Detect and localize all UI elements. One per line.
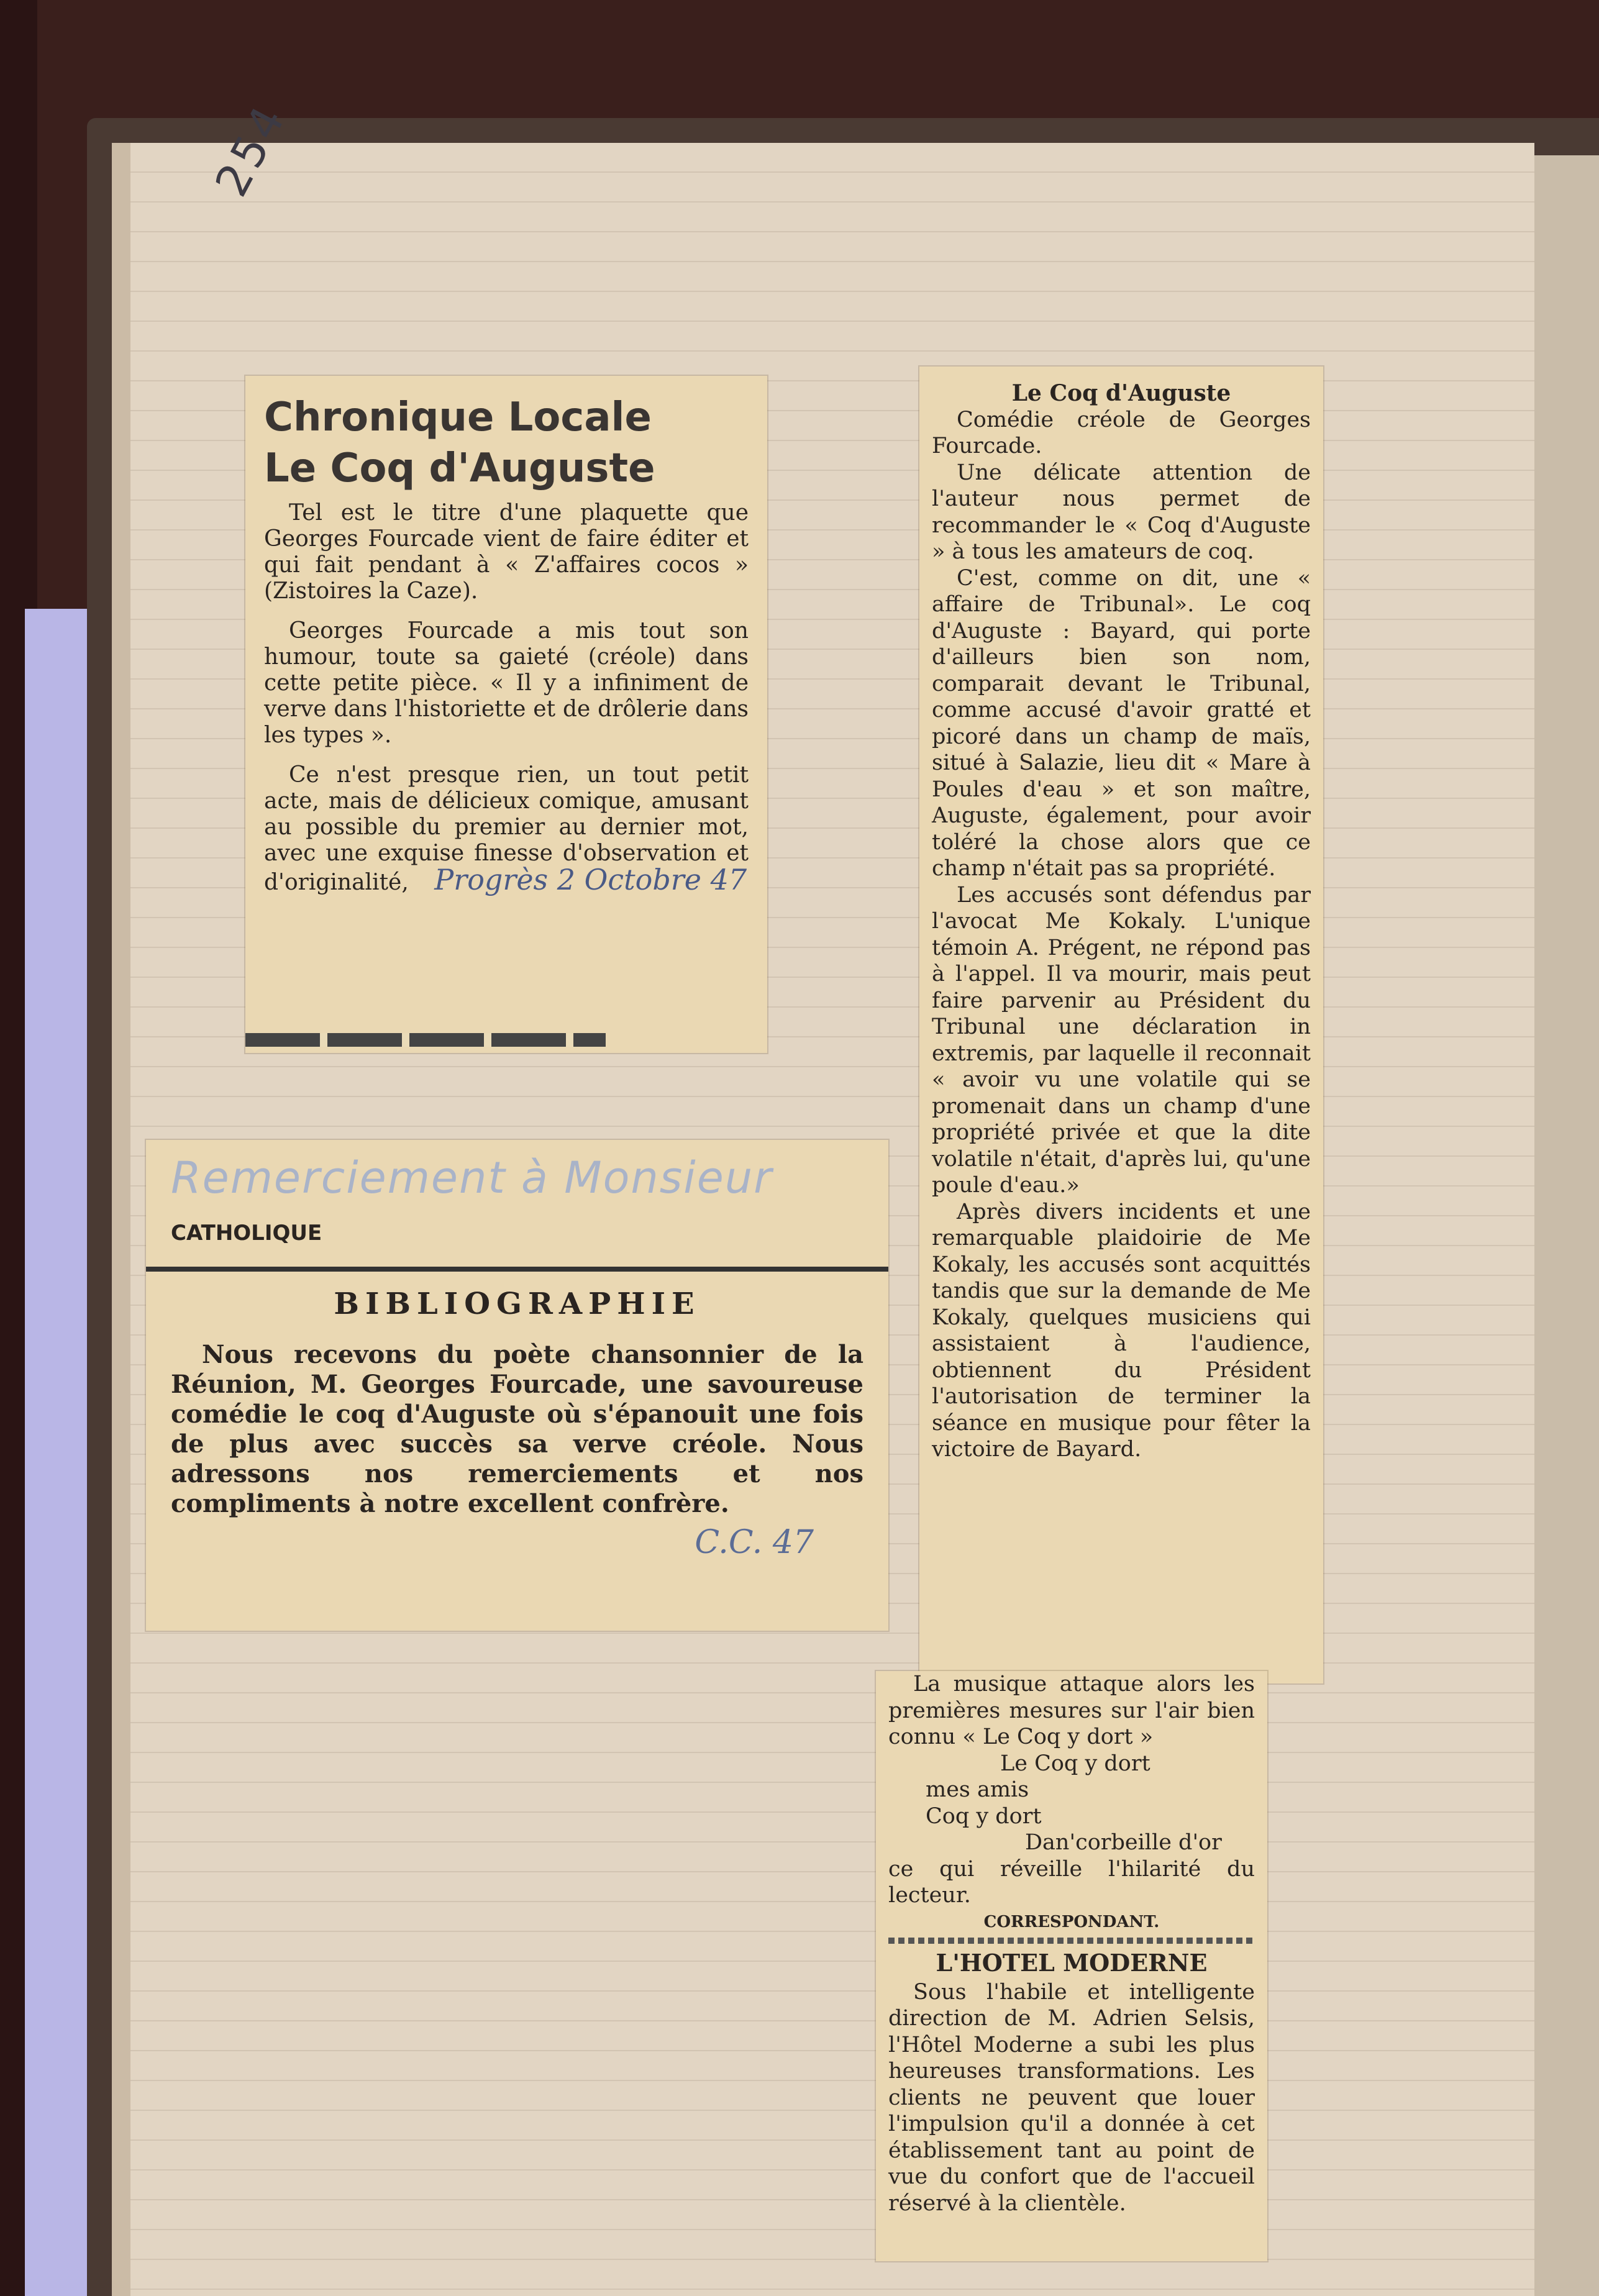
- article-title: Le Coq d'Auguste: [1011, 380, 1231, 406]
- decorative-rule: [888, 1938, 1255, 1944]
- clipping-le-coq-dauguste: [919, 367, 1323, 1683]
- handwritten-signature: C.C. 47: [695, 1524, 814, 1561]
- paragraph: C'est, comme on dit, une « affaire de Tribunal». Le coq d'Auguste : Bayard, qui porte d'ailleurs bien son nom, comparait devant le Tribunal, comme accusé d'avoir gratté et picoré dans un champ de maïs, situé à Salazie, lieu dit « Mare à Poules d'eau » et son maître, Auguste, également, pour avoir toléré la chose alors que ce champ n'était pas sa propriété.: [932, 565, 1311, 881]
- poem-line: Le Coq y dort: [1000, 1751, 1150, 1776]
- clipping-body: [264, 500, 749, 896]
- correspondent-label: CORRESPONDANT.: [983, 1912, 1160, 1931]
- paragraph-text: Ce n'est presque rien, un tout petit acte, mais de délicieux comique, amusant au possible du premier au dernier mot, avec une exquise finesse d'observation et d'originalité,: [264, 762, 749, 895]
- paragraph: Après divers incidents et une remarquable plaidoirie de Me Kokaly, les accusés sont acquittés tandis que sur la demande de Me Kokaly, quelques musiciens qui assistaient à l'audience, obtiennent du Président l'autorisation de terminer la séance en musique pour fêter la victoire de Bayard.: [932, 1199, 1311, 1462]
- hotel-heading: L'HOTEL MODERNE: [936, 1949, 1208, 1977]
- poem-line: mes amis: [926, 1777, 1029, 1802]
- article-subtitle: Comédie créole de Georges Fourcade.: [932, 407, 1311, 458]
- paragraph: [264, 762, 749, 896]
- poem-line: Dan'corbeille d'or: [1025, 1830, 1222, 1855]
- clipping-chronique-locale: [245, 376, 767, 1053]
- paragraph: Sous l'habile et intelligente direction de M. Adrien Selsis, l'Hôtel Moderne a subi les plus heureuses transformations. Les clients ne peuvent que louer l'impulsion qu'il a donnée à cet établissement tant au point de vue du confort que de l'accueil réservé à la clientèle.: [888, 1979, 1255, 2216]
- paragraph: Une délicate attention de l'auteur nous permet de recommander le « Coq d'Auguste » à tous les amateurs de coq.: [932, 460, 1311, 564]
- paragraph: Georges Fourcade a mis tout son humour, toute sa gaieté (créole) dans cette petite pièce. « Il y a infiniment de verve dans l'historiette et de drôlerie dans les types ».: [264, 618, 749, 748]
- faded-handwriting: Remerciement à Monsieur: [171, 1152, 773, 1203]
- paragraph: Tel est le titre d'une plaquette que Georges Fourcade vient de faire éditer et qui fait pendant à « Z'affaires cocos » (Zistoires la Caze).: [264, 500, 749, 604]
- clipping-heading-2: Le Coq d'Auguste: [264, 445, 655, 491]
- page-number: 254: [205, 94, 297, 205]
- clipping-le-coq-continued: [876, 1671, 1267, 2261]
- paragraph: La musique attaque alors les premières mesures sur l'air bien connu « Le Coq y dort »: [888, 1672, 1255, 1749]
- paragraph: Les accusés sont défendus par l'avocat Me Kokaly. L'unique témoin A. Prégent, ne répond pas à l'appel. Il va mourir, mais peut faire parvenir au Président du Tribunal une déclaration in extremis, par laquelle il reconnait « avoir vu une volatile qui se promenait dans un champ d'une propriété privée et que la dite volatile n'était, d'après lui, qu'une poule d'eau.»: [932, 882, 1311, 1198]
- decorative-rule: [245, 1033, 606, 1047]
- clipping-bibliographie: [146, 1140, 888, 1631]
- paragraph: Nous recevons du poète chansonnier de la Réunion, M. Georges Fourcade, une savoureuse comédie le coq d'Auguste où s'épanouit une fois de plus avec succès sa verve créole. Nous adressons nos remerciements et nos compliments à notre excellent confrère.: [171, 1340, 863, 1518]
- section-label: CATHOLIQUE: [171, 1221, 322, 1246]
- poem-line: Coq y dort: [926, 1803, 1042, 1829]
- clipping-heading-1: Chronique Locale: [264, 394, 652, 440]
- closing-line: ce qui réveille l'hilarité du lecteur.: [888, 1856, 1255, 1908]
- divider: [146, 1267, 888, 1272]
- article-title: BIBLIOGRAPHIE: [334, 1287, 701, 1321]
- handwritten-note: Progrès 2 Octobre 47: [434, 863, 747, 896]
